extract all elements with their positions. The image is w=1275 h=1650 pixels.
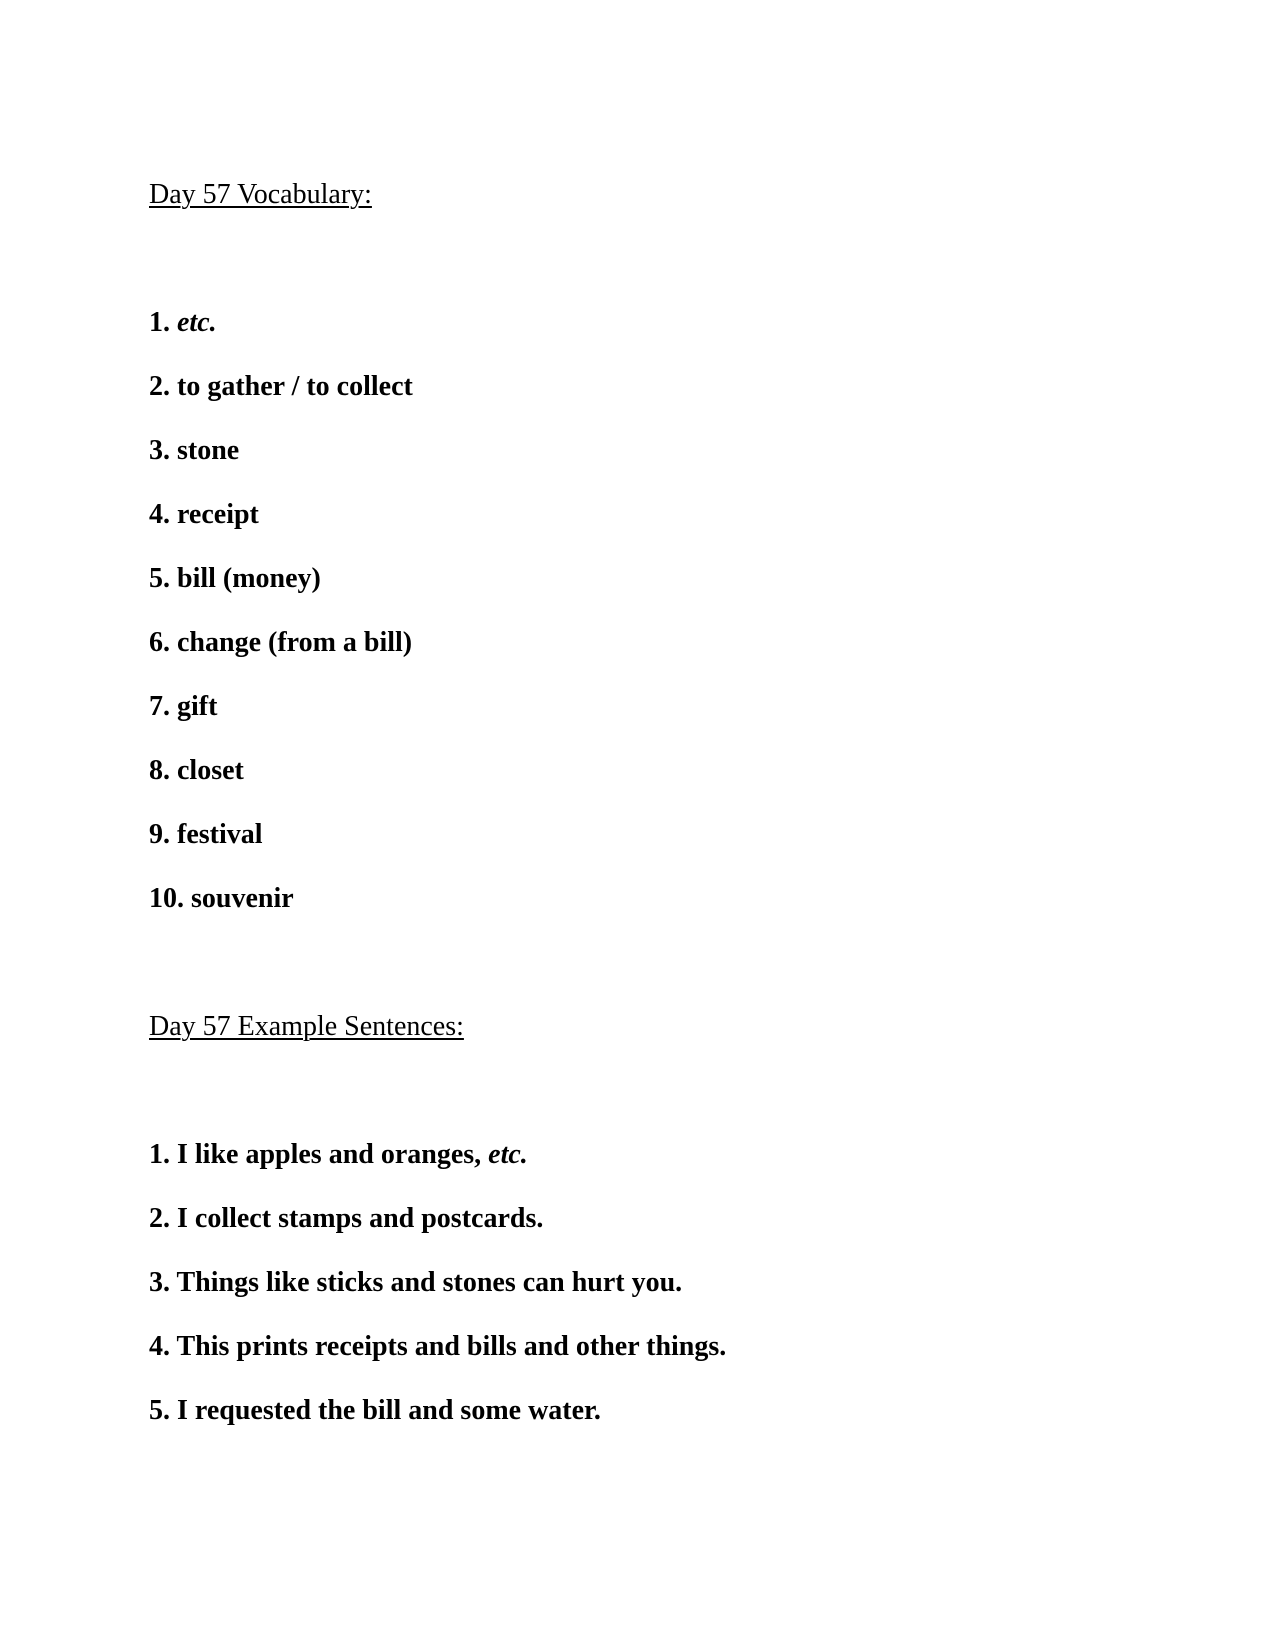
sentence-item-1 (149, 1141, 528, 1169)
vocab-item-text: bill (money) (177, 563, 321, 594)
sentence-item-4 (149, 1333, 726, 1361)
vocab-item-number: 7. (149, 691, 177, 722)
vocab-item-number: 1. (149, 307, 177, 338)
vocab-item-text: stone (177, 435, 240, 466)
vocab-item-number: 2. (149, 371, 177, 402)
vocab-item-italic: etc. (177, 307, 217, 338)
vocab-item-2 (149, 373, 413, 401)
vocab-item-number: 3. (149, 435, 177, 466)
sentence-item-text: This prints receipts and bills and other things. (176, 1331, 727, 1362)
sentence-item-3 (149, 1269, 682, 1297)
sentence-item-number: 3. (149, 1267, 177, 1298)
vocab-item-text: to gather / to collect (177, 371, 413, 402)
vocab-item-number: 5. (149, 563, 177, 594)
vocab-item-text: gift (177, 691, 218, 722)
vocab-item-number: 10. (149, 883, 191, 914)
sentence-item-text: I requested the bill and some water. (177, 1395, 601, 1426)
sentence-item-number: 4. (149, 1331, 177, 1362)
sentence-item-2 (149, 1205, 543, 1233)
vocab-item-number: 4. (149, 499, 177, 530)
vocab-item-text: receipt (177, 499, 259, 530)
vocab-item-9 (149, 821, 263, 849)
sentence-item-5 (149, 1397, 601, 1425)
sentence-item-italic: etc. (488, 1139, 528, 1170)
sentence-item-text: I like apples and oranges, (177, 1139, 489, 1170)
vocab-item-number: 8. (149, 755, 177, 786)
vocab-item-5 (149, 565, 321, 593)
vocab-item-7 (149, 693, 217, 721)
vocab-item-text: change (from a bill) (177, 627, 413, 658)
vocab-item-1 (149, 309, 217, 337)
vocab-item-number: 6. (149, 627, 177, 658)
vocab-item-3 (149, 437, 239, 465)
vocab-item-text: souvenir (191, 883, 294, 914)
vocab-item-8 (149, 757, 244, 785)
vocab-item-10 (149, 885, 294, 913)
sentences-heading: Day 57 Example Sentences: (149, 1011, 464, 1042)
vocab-item-text: closet (177, 755, 244, 786)
vocab-item-4 (149, 501, 259, 529)
vocabulary-heading: Day 57 Vocabulary: (149, 179, 372, 210)
sentence-item-number: 2. (149, 1203, 177, 1234)
sentence-item-text: Things like sticks and stones can hurt you. (176, 1267, 683, 1298)
vocab-item-6 (149, 629, 412, 657)
sentence-item-number: 5. (149, 1395, 177, 1426)
vocab-item-number: 9. (149, 819, 177, 850)
sentence-item-text: I collect stamps and postcards. (177, 1203, 544, 1234)
vocab-item-text: festival (177, 819, 263, 850)
sentence-item-number: 1. (149, 1139, 177, 1170)
